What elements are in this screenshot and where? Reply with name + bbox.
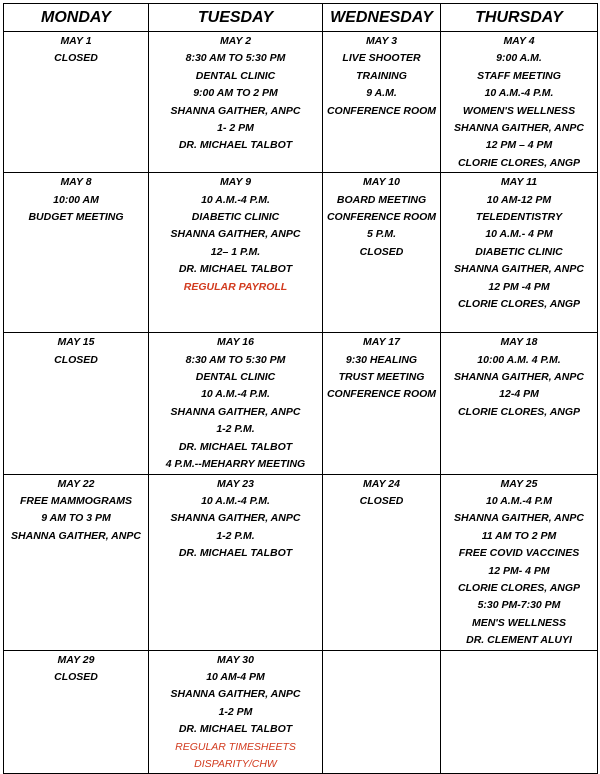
day-cell-tuesday [149, 32, 323, 173]
event-line: DENTAL CLINIC [195, 69, 276, 82]
day-cell-thursday [441, 32, 598, 173]
event-line: SHANNA GAITHER, ANPC [170, 228, 301, 241]
day-cell-thursday [441, 650, 598, 774]
event-line: 10 A.M.-4 P.M [486, 494, 552, 507]
event-line: BOARD MEETING [336, 193, 427, 206]
event-line: 10 A.M.-4 P.M. [484, 87, 554, 100]
event-line: MAY 24 [363, 477, 400, 490]
day-cell-thursday [441, 474, 598, 650]
event-line: SHANNA GAITHER, ANPC [170, 405, 301, 418]
event-line: TELEDENTISTRY [475, 211, 563, 224]
event-line: DENTAL CLINIC [195, 371, 276, 384]
day-cell-wednesday [323, 333, 441, 474]
event-line: 5 P.M. [367, 228, 396, 241]
event-line: MAY 4 [503, 35, 535, 47]
event-line: 10 AM-4 PM [206, 670, 265, 683]
event-line: MAY 1 [60, 35, 92, 47]
event-line: CLOSED [54, 670, 98, 683]
event-line: DR. CLEMENT ALUYI [466, 634, 572, 647]
day-cell-wednesday [323, 32, 441, 173]
event-line: CONFERENCE ROOM [326, 388, 437, 401]
event-line: DR. MICHAEL TALBOT [178, 139, 293, 152]
day-cell-thursday [441, 173, 598, 333]
event-line: MAY 22 [57, 477, 95, 490]
event-line: 12-4 PM [499, 388, 539, 401]
event-line: MAY 30 [217, 653, 254, 666]
event-line: MAY 23 [217, 477, 254, 490]
event-line: 1- 2 PM [217, 122, 254, 135]
event-line: MEN'S WELLNESS [471, 616, 567, 629]
event-line: SHANNA GAITHER, ANPC [170, 104, 301, 117]
event-line: SHANNA GAITHER, ANPC [454, 263, 584, 276]
day-cell-monday [4, 333, 149, 474]
week-row [4, 173, 598, 333]
event-line: MAY 18 [500, 336, 538, 349]
event-line: DR. MICHAEL TALBOT [178, 723, 293, 736]
event-line: DIABETIC CLINIC [191, 211, 280, 224]
event-line: MAY 25 [500, 477, 538, 490]
event-line: FREE COVID VACCINES [458, 547, 580, 560]
event-line: 4 P.M.--MEHARRY MEETING [165, 458, 306, 471]
event-line: MAY 29 [57, 653, 95, 666]
header-monday: MONDAY [4, 4, 149, 32]
event-line: SHANNA GAITHER, ANPC [11, 529, 141, 542]
event-line: CLORIE CLORES, ANGP [457, 156, 581, 169]
event-line: CONFERENCE ROOM [326, 104, 437, 117]
week-row [4, 650, 598, 774]
event-line: DR. MICHAEL TALBOT [178, 263, 293, 276]
event-line: STAFF MEETING [477, 69, 561, 82]
day-cell-monday [4, 173, 149, 333]
event-line: MAY 2 [219, 35, 252, 47]
event-line: 12– 1 P.M. [210, 245, 261, 258]
event-line: 9 A.M. [366, 87, 397, 100]
event-line: MAY 9 [219, 176, 252, 189]
event-line: 10 AM-12 PM [486, 193, 552, 206]
day-cell-thursday [441, 333, 598, 474]
event-line: DR. MICHAEL TALBOT [178, 440, 293, 453]
event-line: CLORIE CLORES, ANGP [457, 581, 581, 594]
event-line: 10:00 A.M. 4 P.M. [477, 353, 561, 366]
event-line: 10 A.M.-4 P.M. [201, 193, 270, 206]
event-line: MAY 16 [217, 336, 254, 349]
highlight-line: REGULAR TIMESHEETS [175, 740, 296, 753]
highlight-line: REGULAR PAYROLL [183, 280, 288, 293]
day-cell-tuesday [149, 650, 323, 774]
day-cell-monday [4, 474, 149, 650]
calendar-table [3, 3, 598, 774]
event-line: CLOSED [359, 494, 404, 507]
event-line: 9:30 HEALING [345, 353, 418, 366]
day-cell-monday [4, 32, 149, 173]
event-line: 10 A.M.-4 P.M. [201, 388, 270, 401]
event-line: LIVE SHOOTER [342, 52, 421, 65]
event-line: 11 AM TO 2 PM [481, 529, 557, 542]
event-line: MAY 17 [363, 336, 400, 349]
day-cell-tuesday [149, 333, 323, 474]
day-cell-tuesday [149, 474, 323, 650]
highlight-line: DISPARITY/CHW [194, 758, 277, 770]
event-line: DR. MICHAEL TALBOT [178, 547, 293, 560]
event-line: CLOSED [54, 52, 98, 65]
event-line: CONFERENCE ROOM [326, 211, 437, 224]
day-cell-tuesday [149, 173, 323, 333]
event-line: 10 A.M.- 4 PM [485, 228, 553, 241]
week-row [4, 333, 598, 474]
event-line: MAY 10 [363, 176, 400, 189]
event-line: 1-2 PM [218, 705, 253, 718]
event-line: SHANNA GAITHER, ANPC [454, 371, 584, 384]
week-row [4, 32, 598, 173]
event-line: MAY 11 [500, 176, 538, 189]
event-line: TRUST MEETING [338, 371, 425, 384]
event-line: 12 PM- 4 PM [488, 564, 550, 577]
event-line: SHANNA GAITHER, ANPC [170, 688, 301, 701]
event-line: FREE MAMMOGRAMS [20, 494, 132, 507]
event-line: 10 A.M.-4 P.M. [201, 494, 270, 507]
event-line: CLOSED [54, 353, 98, 366]
day-cell-wednesday [323, 173, 441, 333]
header-thursday: THURSDAY [441, 4, 598, 32]
event-line: 9:00 AM TO 2 PM [193, 87, 278, 100]
event-line: 12 PM – 4 PM [485, 139, 553, 152]
day-cell-wednesday [323, 474, 441, 650]
event-line: MAY 15 [57, 336, 95, 349]
event-line: 10:00 AM [53, 193, 99, 206]
event-line: CLORIE CLORES, ANGP [457, 405, 581, 418]
event-line: 8:30 AM TO 5:30 PM [185, 353, 286, 366]
event-line: 5:30 PM-7:30 PM [477, 599, 561, 612]
event-line: 8:30 AM TO 5:30 PM [185, 52, 286, 65]
event-line: WOMEN'S WELLNESS [462, 104, 576, 117]
event-line: CLORIE CLORES, ANGP [457, 298, 581, 311]
event-line: SHANNA GAITHER, ANPC [170, 512, 301, 525]
event-line: BUDGET MEETING [28, 211, 124, 224]
day-cell-monday [4, 650, 149, 774]
event-line: SHANNA GAITHER, ANPC [454, 122, 584, 135]
event-line: 1-2 P.M. [216, 423, 255, 436]
event-line: 12 PM -4 PM [488, 280, 550, 293]
event-line: MAY 8 [60, 176, 92, 189]
event-line: TRAINING [356, 69, 407, 82]
header-row [4, 4, 598, 32]
week-row [4, 474, 598, 650]
header-wednesday: WEDNESDAY [323, 4, 441, 32]
event-line: SHANNA GAITHER, ANPC [454, 512, 584, 525]
event-line: 9 AM TO 3 PM [41, 512, 111, 525]
day-cell-wednesday [323, 650, 441, 774]
event-line: CLOSED [359, 245, 404, 258]
event-line: 1-2 P.M. [216, 529, 255, 542]
event-line: 9:00 A.M. [496, 52, 542, 65]
header-tuesday: TUESDAY [149, 4, 323, 32]
event-line: MAY 3 [365, 35, 398, 47]
event-line: DIABETIC CLINIC [475, 245, 563, 258]
